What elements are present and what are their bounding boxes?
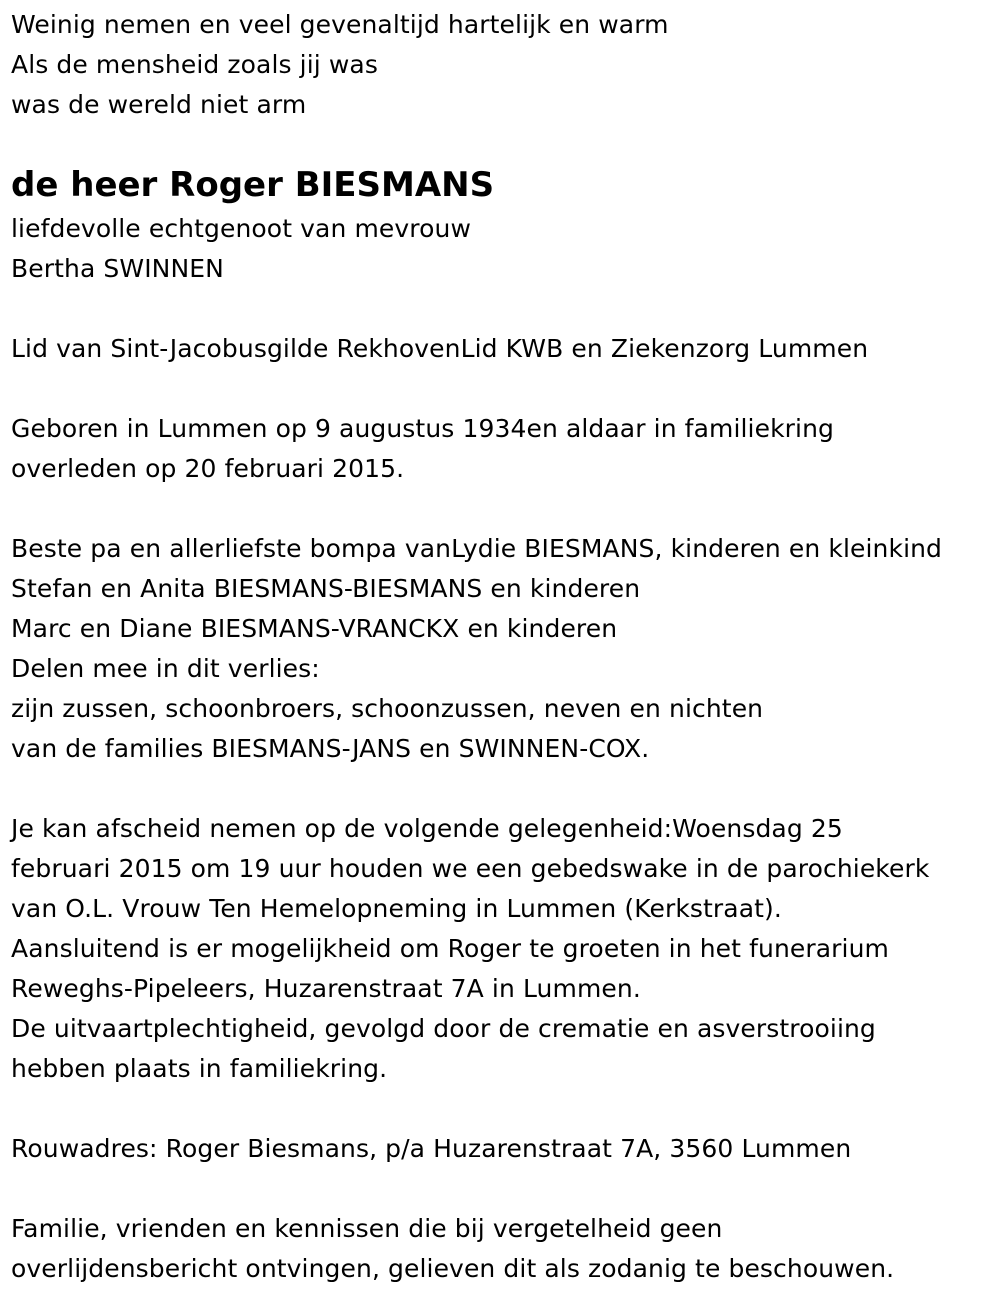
farewell-line: van O.L. Vrouw Ten Hemelopneming in Lummen (Kerkstraat). (11, 894, 782, 923)
family-line: van de families BIESMANS-JANS en SWINNEN-COX. (11, 734, 650, 763)
spacer (11, 289, 991, 329)
family-line: Marc en Diane BIESMANS-VRANCKX en kinderen (11, 614, 618, 643)
spacer (11, 369, 991, 409)
birth-death-line: overleden op 20 februari 2015. (11, 454, 405, 483)
spacer (11, 1089, 991, 1129)
farewell-line: hebben plaats in familiekring. (11, 1054, 388, 1083)
birth-death-line: Geboren in Lummen op 9 augustus 1934en aldaar in familiekring (11, 414, 834, 443)
farewell-line: De uitvaartplechtigheid, gevolgd door de crematie en asverstrooiing (11, 1014, 876, 1043)
spouse-line: liefdevolle echtgenoot van mevrouw (11, 214, 471, 243)
family-line: Delen mee in dit verlies: (11, 654, 320, 683)
obituary-notice (11, 5, 991, 1289)
poem-line: was de wereld niet arm (11, 90, 307, 119)
farewell-section (11, 809, 991, 1089)
spacer (11, 1169, 991, 1209)
family-line: Beste pa en allerliefste bompa vanLydie BIESMANS, kinderen en kleinkind (11, 534, 943, 563)
deceased-name: de heer Roger BIESMANS (11, 165, 495, 205)
closing-section (11, 1209, 991, 1289)
farewell-line: Reweghs-Pipeleers, Huzarenstraat 7A in Lummen. (11, 974, 641, 1003)
memberships-section (11, 329, 991, 369)
spouse-section (11, 209, 991, 289)
membership-line: Lid van Sint-Jacobusgilde RekhovenLid KWB en Ziekenzorg Lummen (11, 334, 869, 363)
family-section (11, 529, 991, 769)
address-line: Rouwadres: Roger Biesmans, p/a Huzarenstraat 7A, 3560 Lummen (11, 1134, 852, 1163)
poem-line: Weinig nemen en veel gevenaltijd hartelijk en warm (11, 10, 669, 39)
spacer (11, 489, 991, 529)
family-line: Stefan en Anita BIESMANS-BIESMANS en kinderen (11, 574, 641, 603)
spacer (11, 769, 991, 809)
farewell-line: Aansluitend is er mogelijkheid om Roger te groeten in het funerarium (11, 934, 889, 963)
closing-line: Familie, vrienden en kennissen die bij vergetelheid geen (11, 1214, 723, 1243)
farewell-line: februari 2015 om 19 uur houden we een gebedswake in de parochiekerk (11, 854, 930, 883)
birth-death-section (11, 409, 991, 489)
closing-line: overlijdensbericht ontvingen, gelieven dit als zodanig te beschouwen. (11, 1254, 895, 1283)
poem-section (11, 5, 991, 125)
farewell-line: Je kan afscheid nemen op de volgende gelegenheid:Woensdag 25 (11, 814, 843, 843)
address-section (11, 1129, 991, 1169)
poem-line: Als de mensheid zoals jij was (11, 50, 378, 79)
family-line: zijn zussen, schoonbroers, schoonzussen, neven en nichten (11, 694, 764, 723)
spouse-line: Bertha SWINNEN (11, 254, 224, 283)
